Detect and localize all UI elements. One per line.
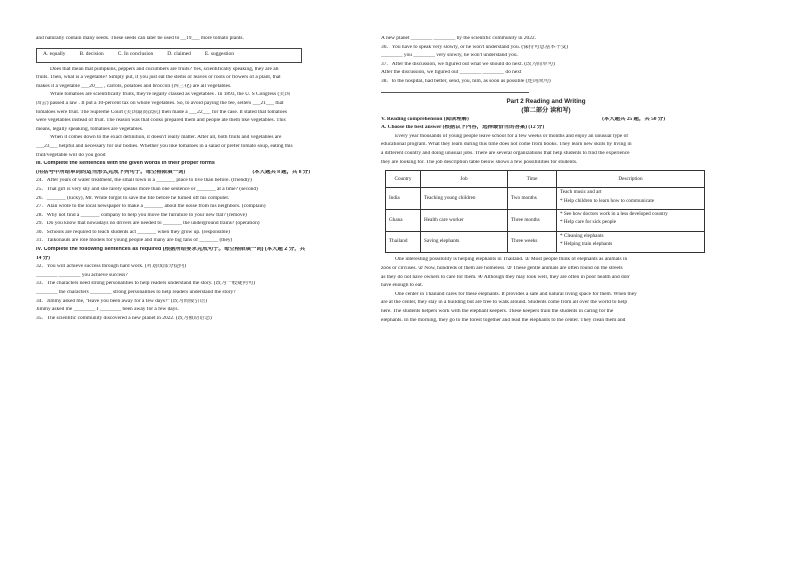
text-line: While tomatoes are scientifically fruits, they're legally classed as vegetables . In 1893, the U. S Congress (美国: [50, 92, 291, 98]
part-title: Part 2 Reading and Writing: [506, 97, 586, 105]
desc-line: Teach music and art: [560, 189, 602, 196]
subsection-title: A. Choose the best answer (根据以下内容，选择最恰当的答案) (12 分): [381, 125, 545, 131]
table-row: [386, 209, 705, 231]
text-line: and naturally contain many seeds. These seeds can later be used to __19___ more tomato plants.: [36, 36, 244, 41]
answer-underline: [381, 92, 529, 93]
text-line: zoos or circuses. ② Now, hundreds of them are homeless. ③ These gentle animals are often found on the streets: [381, 266, 623, 272]
text-line: elephants. In the morning, they go to the forest together and lead the elephants to the center. They clean them and: [381, 317, 626, 323]
left-column: [36, 36, 370, 324]
text-line: educational program. What they learn during this time does not come from books. They learn new skills by living in: [381, 142, 632, 148]
question: 35．The scientific community discovered a new planet in 2022. (改为被动语态): [36, 315, 212, 321]
section-title: III. Complete the sentences with the given words in their proper forms: [36, 161, 215, 167]
section-score: (本大题共 25 题，共 50 分): [602, 116, 665, 122]
text-line: have enough to eat.: [381, 283, 423, 289]
table-row: [386, 188, 705, 210]
text-line: makes it a vegetable ___20___ , carrots, potatoes and broccoli (西兰花) are all vegetables.: [36, 83, 232, 89]
column-header: Country: [386, 171, 421, 188]
question: 30．Schools are required to teach students act _______ when they grow up. (responsible): [36, 229, 230, 235]
question: 36．You have to speak very slowly, or he won't understand you. (保持句意基本不变): [381, 44, 569, 50]
desc-line: * Help care for sick people: [560, 219, 617, 226]
column-header: Description: [557, 171, 705, 188]
text-line: they are looking for. The job description table below shows a few possibilities for students.: [381, 159, 578, 165]
question: 28．Why not find a _______ company to help you move the furniture to your new flat? (remove): [36, 212, 247, 218]
text-line: Every year thousands of young people leave school for a few weeks or months and enjoy an unusual type of: [395, 133, 629, 139]
table-cell: [557, 188, 705, 210]
question: 25．That girl is very shy and she rarely speaks more than one sentence or _______ at a time? (second): [36, 186, 258, 192]
answer-line: Jimmy asked me ________ I ________ been away for a few days.: [36, 307, 179, 313]
table-cell: Two months: [508, 188, 557, 210]
option: E. suggestion: [204, 51, 234, 58]
desc-line: * See how doctors work in a less developed country: [560, 210, 668, 217]
question: 24．After years of water treatment, the small town is a _______ place to live than before. (friendly): [36, 178, 252, 184]
option: C. In conclusion: [117, 51, 154, 58]
text-line: fruit/vegetable will do you good: [36, 152, 106, 158]
text-line: One center in Thailand cares for these elephants. It provides a safe and natural living space for them. When they: [395, 291, 637, 297]
text-line: were vegetables instead of fruit. The reason was that cooks prepared them and people ate them like vegetables. This: [36, 118, 286, 124]
section-title: [381, 117, 711, 126]
question: 27．Alan wrote to the local newspaper to make a _______ about the noise from his neighbors. (complain): [36, 204, 266, 210]
table-cell: Teaching young children: [421, 188, 508, 210]
table-cell: Thailand: [386, 231, 421, 253]
question: 29．Do you know that nowadays no drivers are needed to _______ the underground trains? (operation): [36, 221, 260, 227]
answer-line: ________ the characters ________ strong personalities to help readers understand the story?: [36, 290, 236, 296]
table-cell: Ghana: [386, 209, 421, 231]
column-header: Job: [421, 171, 508, 188]
question: 26．_______ (lucky), Mr. White forgot to save the file before he turned off his computer.: [36, 195, 230, 201]
text-line: tomatoes were fruit. The Supreme Court (美国最高法院) then made a ___22___ for the case. It stated that tomatoes: [36, 109, 287, 115]
question: 38．to the hospital, had better, send, you, him, as soon as possible (连词成句): [381, 78, 551, 84]
option: A. equally: [43, 51, 66, 58]
question: 32．You will achieve success through hard work. (对划线部分提问): [36, 264, 187, 270]
table-cell: India: [386, 188, 421, 210]
column-header: Time: [508, 171, 557, 188]
question: 37．After the discussion, we figured out what we should do next. (改为简单句): [381, 61, 555, 67]
text-line: as they do not have owners to care for them. ④ Although they may look well, they are often in poor health and don': [381, 274, 631, 280]
section-instruction: (用括号中所给单词的适当形式完成下列句子。每空格限填一词): [36, 169, 186, 175]
table-cell: [557, 209, 705, 231]
question: 34．Jimmy asked me, "Have you been away for a few days?" (改为间接引语): [36, 298, 207, 304]
table-row: [386, 231, 705, 253]
text-line: means, legally speaking, tomatoes are vegetables.: [36, 126, 144, 132]
text-line: 国会) passed a law . It put a 10-percent tax on whole vegetables. So, to avoid paying the fee, sellers ___21___ that: [36, 100, 284, 106]
table-cell: Three months: [508, 209, 557, 231]
options-box: [36, 48, 302, 63]
option: D. claimed: [167, 51, 191, 58]
text-line: here. The students helpers work with the elephant keepers. These keepers train the students in caring for the: [381, 309, 614, 315]
desc-line: * Helping train elephants: [560, 241, 613, 248]
job-description-table: [385, 170, 705, 253]
table-cell: Three weeks: [508, 231, 557, 253]
section-name: V. Reading comprehension (阅读理解): [381, 116, 469, 122]
desc-line: * Help children to learn how to communicate: [560, 197, 655, 204]
part-subtitle: (第二部分 读和写): [521, 106, 571, 114]
text-line: a different country and doing unusual jobs. There are several organizations that help students to find the experience: [381, 150, 630, 156]
answer-line: ________ ________ you achieve success?: [36, 272, 128, 278]
section-score: (本大题共 8 题，共 8 分): [252, 169, 310, 175]
option: B. decision: [79, 51, 104, 58]
section-title: IV. Complete the following sentences as required (根据所给要求完成句子。每空格限填一词) (本大题 2 分，共: [36, 247, 306, 253]
table-cell: [557, 231, 705, 253]
answer-line: A new planet ________ ________ by the scientific community in 2022.: [381, 36, 536, 41]
text-line: ___23___ helpful and necessary for our bodies. Whether you like tomatoes in a salad or prefer tomato soup, eating this: [36, 143, 293, 149]
section-subtitle: [36, 170, 370, 179]
text-line: When it comes down to the exact definition, it doesn't really matter. After all, both fruits and vegetables are: [50, 135, 282, 141]
question: 33．The characters need strong personalities to help readers understand the story. (改为一般疑问句): [36, 281, 256, 287]
table-header-row: [386, 171, 705, 188]
desc-line: * Cleaning elephants: [560, 232, 604, 239]
text-line: One interesting possibility is helping elephants in Thailand. ① Most people think of elephants as animals in: [395, 257, 628, 263]
text-line: Does that mean that pumpkins, peppers and cucumbers are fruits? Yes, scientifically speaking, they are all: [50, 66, 279, 72]
question: 31．Taikonauts are role models for young people and many are big fans of _______ (they): [36, 238, 233, 244]
right-column: [381, 36, 711, 326]
answer-line: After the discussion, we figured out ________ ________ do next: [381, 70, 522, 76]
table-cell: Health care worker: [421, 209, 508, 231]
section-title-cont: 14 分): [36, 255, 50, 261]
text-line: are at the center, they stay in a building but are free to walk around. Students come from all over the world to help: [381, 300, 628, 306]
answer-line: ________ you ________ very slowly, he won't understand you.: [381, 53, 518, 59]
text-line: fruits. Then, what is a vegetable? Simply put, if you just eat the stems or leaves or roots or flowers of a plant, that: [36, 75, 281, 81]
table-cell: Saving elephants: [421, 231, 508, 253]
